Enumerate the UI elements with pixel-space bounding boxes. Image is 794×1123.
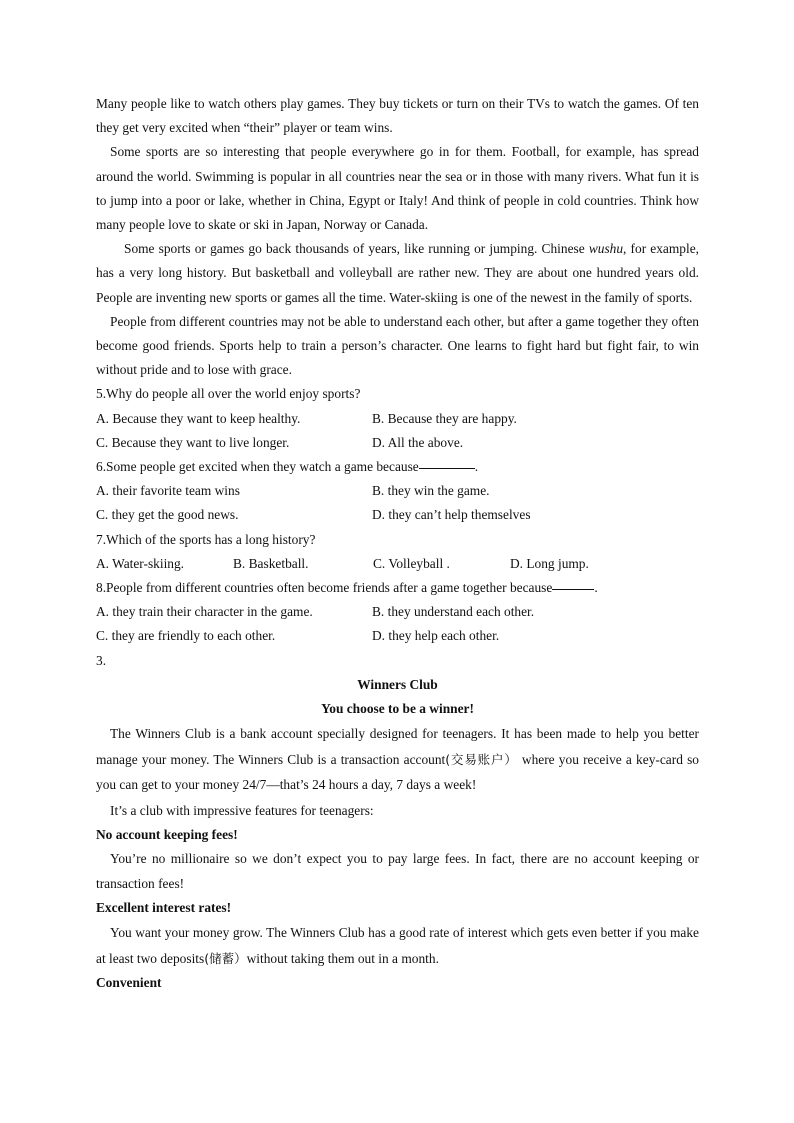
article-subtitle: You choose to be a winner! [321,701,474,717]
question-stem: 7.Which of the sports has a long history? [96,531,316,547]
question-stem: 8.People from different countries often become friends after a game together because . [96,576,699,600]
section-number: 3. [96,652,107,668]
passage-paragraph-3: Some sports or games go back thousands of years, like running or jumping. Chinese wushu, for example, has a very long history. But basketball and volleyball are rather new. They are about one hundred years old. People are inventing new sports or games all the time. Water-skiing is one of the newest in the family of sports. [96,241,699,305]
option-c: C. Volleyball . [373,555,450,571]
option-a: A. they train their character in the game. [96,604,313,620]
option-d: D. All the above. [372,434,464,450]
article-title: Winners Club [357,676,438,692]
answer-blank [419,455,475,469]
option-c: C. Because they want to live longer. [96,434,290,450]
option-d: D. Long jump. [510,555,589,571]
wushu-term: wushu [588,241,624,257]
feature-heading-convenient: Convenient [96,975,162,991]
option-d: D. they can’t help themselves [372,507,531,523]
question-5 [96,382,699,455]
passage-paragraph-1: Many people like to watch others play games. They buy tickets or turn on their TVs to watch the games. Of ten they get very excited when “their” player or team wins. [96,96,699,136]
option-b: B. Basketball. [233,555,309,571]
question-8 [96,576,699,649]
feature-text-fees: You’re no millionaire so we don’t expect you to pay large fees. In fact, there are no account keeping or transaction fees! [96,851,699,891]
feature-heading-fees: No account keeping fees! [96,827,238,843]
option-d: D. they help each other. [372,628,500,644]
option-c: C. they are friendly to each other. [96,628,276,644]
question-stem: 5.Why do people all over the world enjoy sports? [96,386,361,402]
passage-paragraph-2: Some sports are so interesting that people everywhere go in for them. Football, for example, has spread around the world. Swimming is popular in all countries near the sea or in those with many rivers. What fun it is to jump into a poor or lake, whether in China, Egypt or Italy! And think of people in cold countries. Think how many people love to skate or ski in Japan, Norway or Canada. [96,144,699,233]
option-a: A. Because they want to keep healthy. [96,410,301,426]
feature-heading-interest: Excellent interest rates! [96,899,232,915]
option-b: B. Because they are happy. [372,410,517,426]
question-stem: 6.Some people get excited when they watch a game because . [96,455,699,479]
option-b: B. they win the game. [372,483,490,499]
option-a: A. their favorite team wins [96,483,240,499]
feature-text-interest: You want your money grow. The Winners Club has a good rate of interest which gets even better if you make at least two deposits(储蓄）without taking them out in a month. [96,925,699,966]
question-7 [96,528,699,576]
question-6 [96,455,699,528]
option-a: A. Water-skiing. [96,555,185,571]
option-b: B. they understand each other. [372,604,535,620]
answer-blank [552,576,594,590]
passage-paragraph-4: People from different countries may not be able to understand each other, but after a game together they often become good friends. Sports help to train a person’s character. One learns to fight hard but fight fair, to win without pride and to lose with grace. [96,313,699,378]
option-c: C. they get the good news. [96,507,239,523]
document-page [96,92,699,995]
features-intro: It’s a club with impressive features for teenagers: [110,802,374,818]
article-intro: The Winners Club is a bank account specially designed for teenagers. It has been made to help you better manage your money. The Winners Club is a transaction account(交易账户） where you receive a key-card so you can get to your money 24/7—that’s 24 hours a day, 7 days a week! [96,726,699,793]
